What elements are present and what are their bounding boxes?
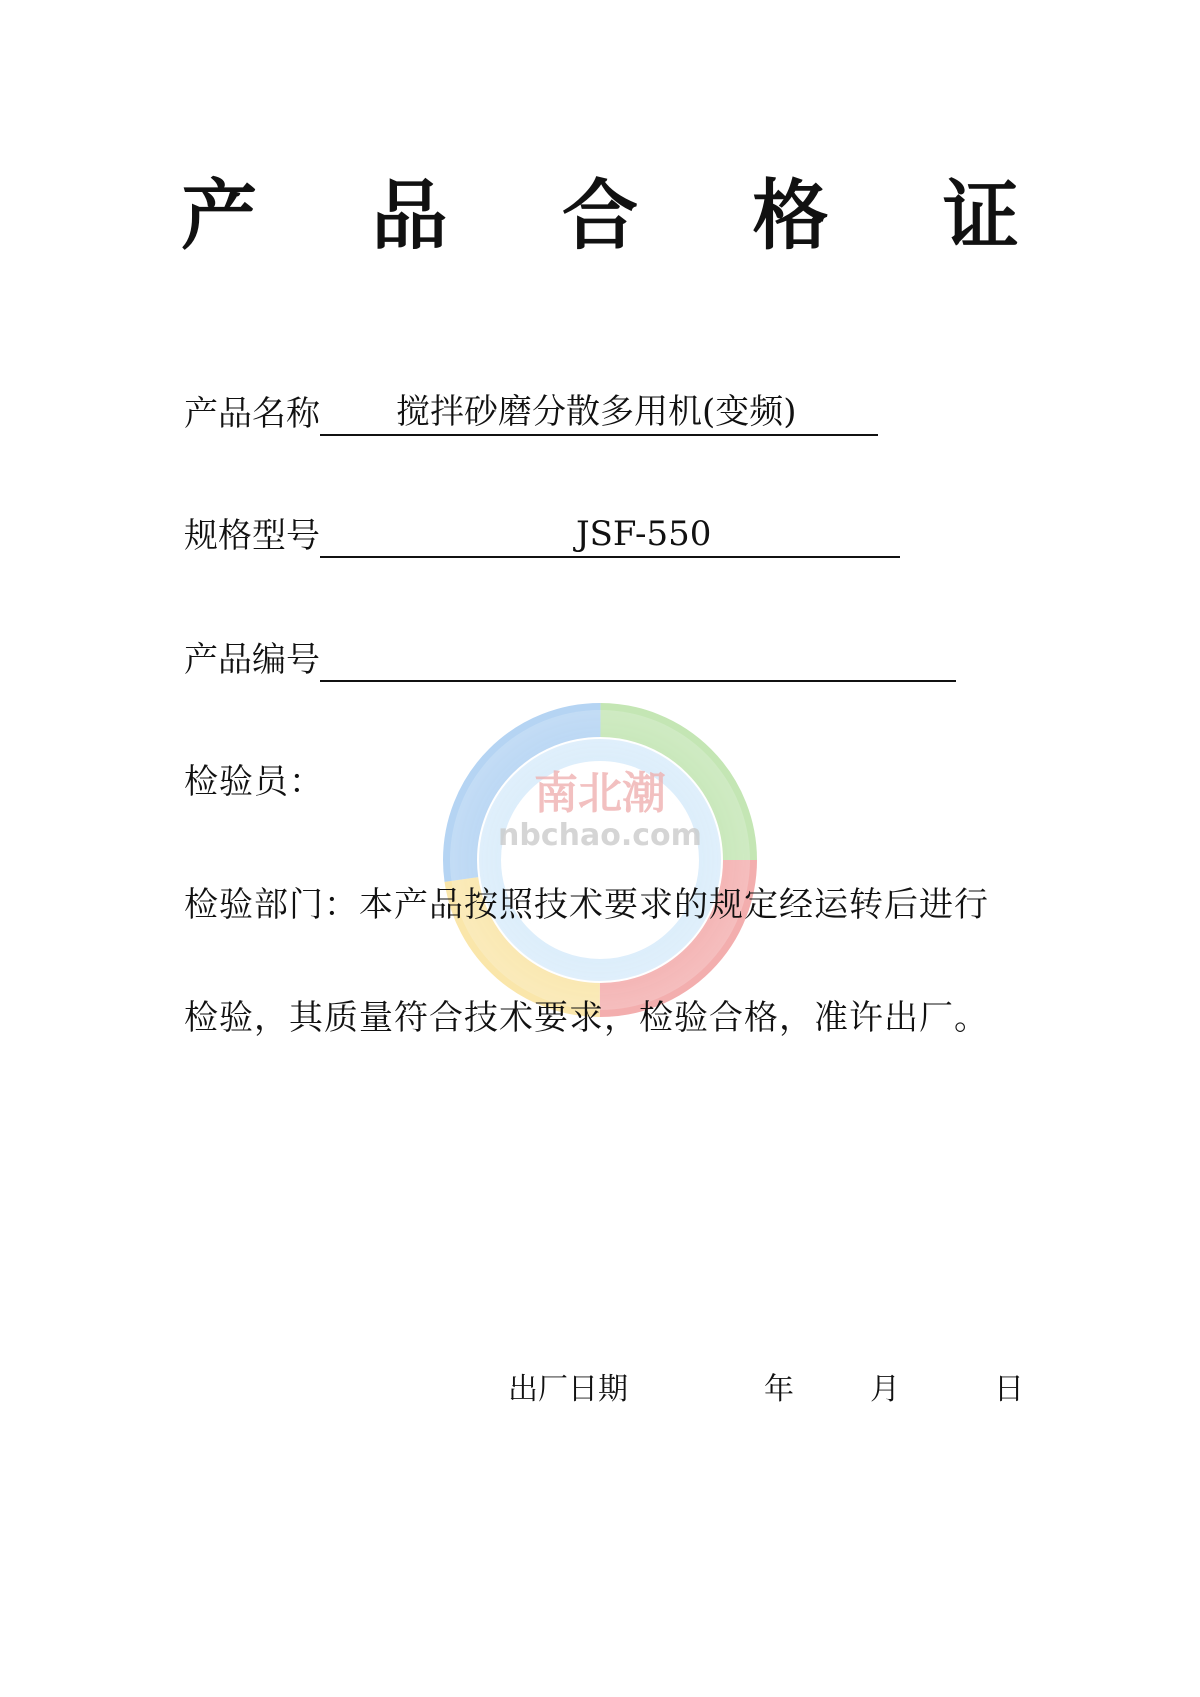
product-name-field (184, 392, 878, 436)
watermark-domain: nbchao.com (498, 818, 702, 853)
serial-number-label: 产品编号 (184, 640, 320, 680)
date-label: 出厂日期 (508, 1372, 628, 1407)
statement-line-1: 检验部门：本产品按照技术要求的规定经运转后进行 (184, 885, 989, 925)
statement-line-2: 检验，其质量符合技术要求，检验合格，准许出厂。 (184, 998, 989, 1038)
page-title: 产 品 合 格 证 (181, 171, 1063, 260)
date-day: 日 (994, 1372, 1024, 1407)
model-field (184, 514, 900, 558)
serial-number-field (184, 638, 956, 682)
product-name-label: 产品名称 (184, 394, 320, 434)
inspector-label: 检验员： (184, 762, 324, 802)
model-label: 规格型号 (184, 516, 320, 556)
watermark-brand: 南北潮 (534, 768, 666, 819)
date-month: 月 (870, 1372, 900, 1407)
product-name-line[interactable] (320, 392, 878, 436)
serial-number-line[interactable] (320, 642, 956, 682)
model-line[interactable] (320, 514, 900, 558)
product-name-value: 搅拌砂磨分散多用机(变频) (396, 392, 797, 432)
date-year: 年 (764, 1372, 794, 1407)
model-value: JSF-550 (576, 514, 712, 554)
